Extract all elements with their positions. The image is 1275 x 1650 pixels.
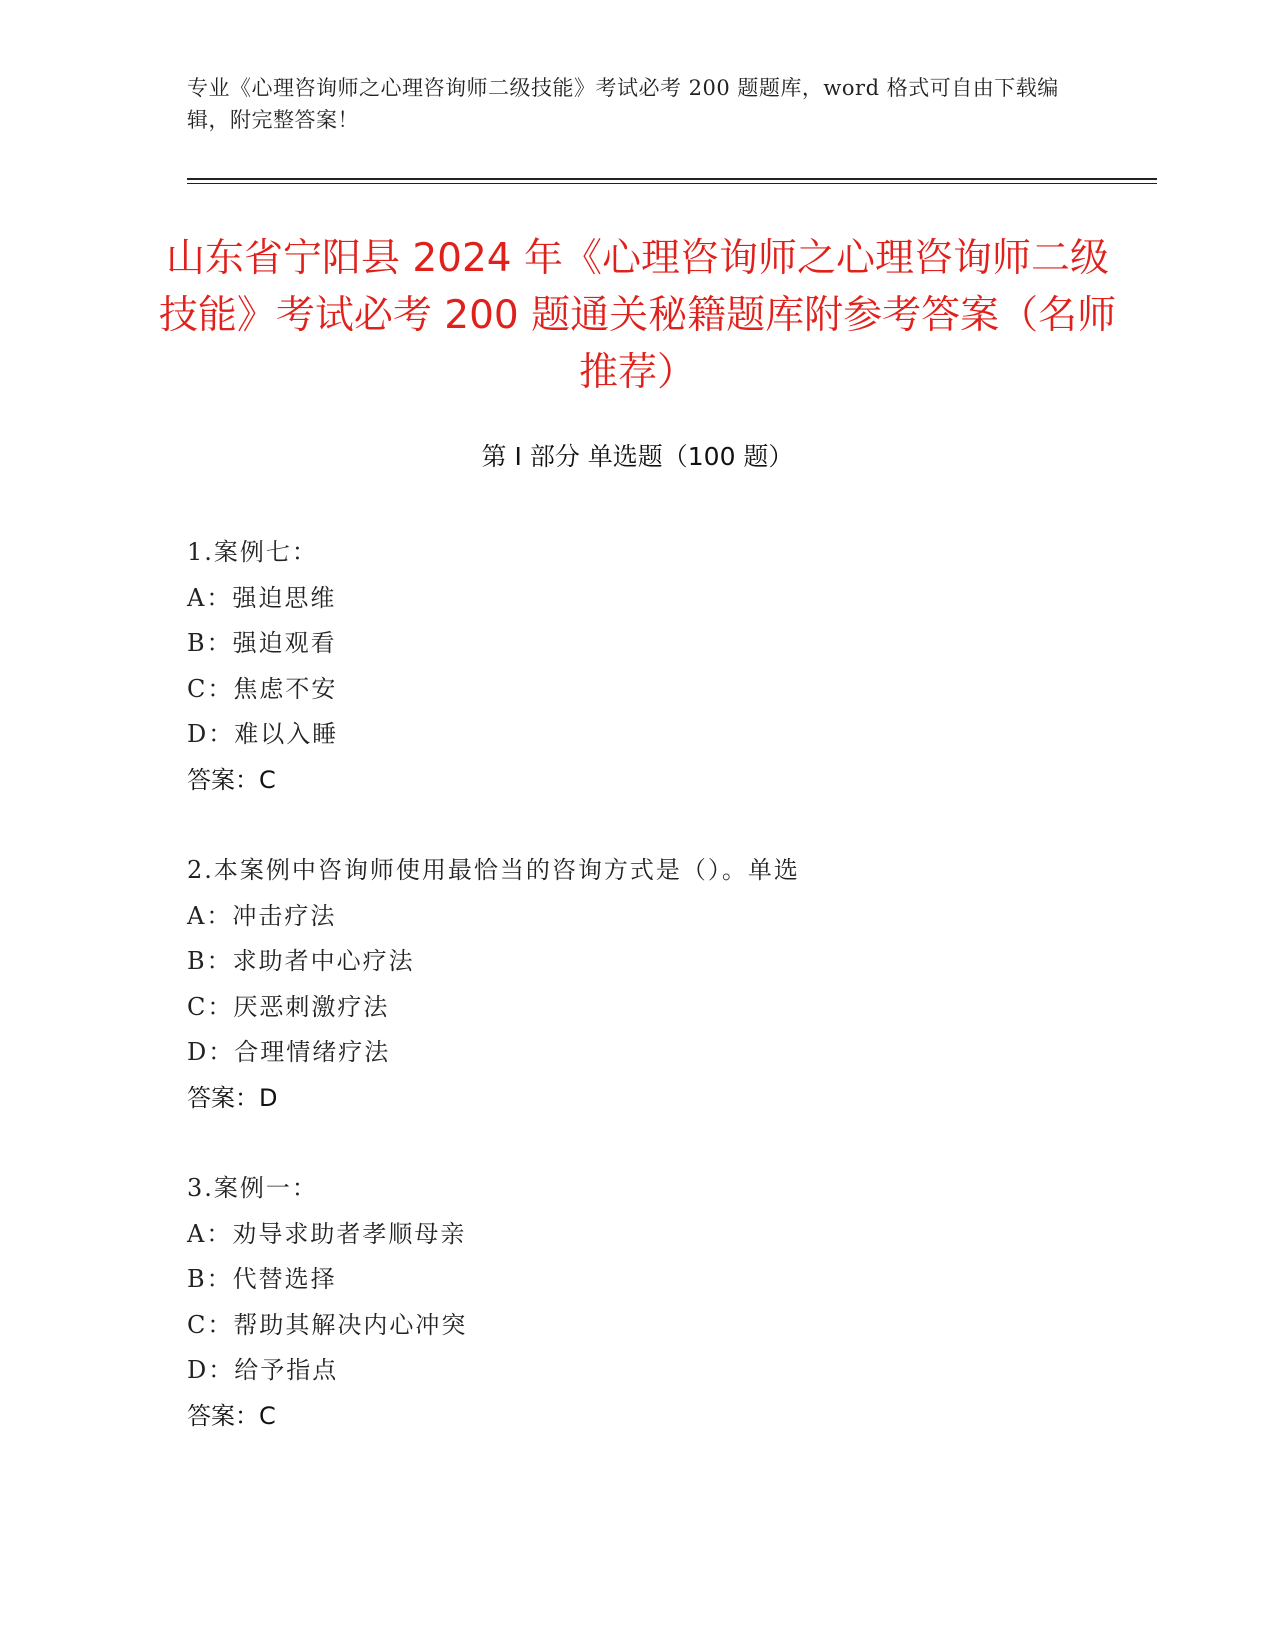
header-note: 专业《心理咨询师之心理咨询师二级技能》考试必考 200 题题库，word 格式可自由下载编辑，附完整答案！ bbox=[187, 76, 1059, 132]
option-c: C：帮助其解决内心冲突 bbox=[187, 1310, 468, 1339]
option-a: A：强迫思维 bbox=[187, 583, 337, 612]
option-d: D：合理情绪疗法 bbox=[187, 1038, 391, 1066]
option-a: A：劝导求助者孝顺母亲 bbox=[187, 1219, 467, 1248]
option-a: A：冲击疗法 bbox=[187, 901, 337, 930]
option-d: D：给予指点 bbox=[187, 1356, 339, 1384]
header-rule-thin bbox=[187, 183, 1157, 184]
question-2 bbox=[187, 848, 1147, 1121]
option-c: C：焦虑不安 bbox=[187, 674, 338, 703]
option-b: B：强迫观看 bbox=[187, 629, 337, 657]
question-list bbox=[187, 530, 1147, 1484]
question-stem: 2.本案例中咨询师使用最恰当的咨询方式是（）。单选 bbox=[187, 856, 800, 884]
answer: 答案：C bbox=[187, 765, 276, 794]
question-3 bbox=[187, 1166, 1147, 1439]
option-d: D：难以入睡 bbox=[187, 720, 339, 748]
question-stem: 1.案例七： bbox=[187, 538, 318, 566]
header-rule-thick bbox=[187, 178, 1157, 180]
document-title: 山东省宁阳县 2024 年《心理咨询师之心理咨询师二级技能》考试必考 200 题通关秘籍题库附参考答案（名师推荐） bbox=[158, 236, 1117, 395]
answer: 答案：D bbox=[187, 1083, 278, 1112]
option-b: B：求助者中心疗法 bbox=[187, 947, 415, 975]
option-b: B：代替选择 bbox=[187, 1265, 337, 1293]
answer: 答案：C bbox=[187, 1401, 276, 1430]
option-c: C：厌恶刺激疗法 bbox=[187, 992, 390, 1021]
question-1 bbox=[187, 530, 1147, 803]
question-stem: 3.案例一： bbox=[187, 1174, 318, 1202]
section-title: 第 I 部分 单选题（100 题） bbox=[481, 442, 794, 471]
